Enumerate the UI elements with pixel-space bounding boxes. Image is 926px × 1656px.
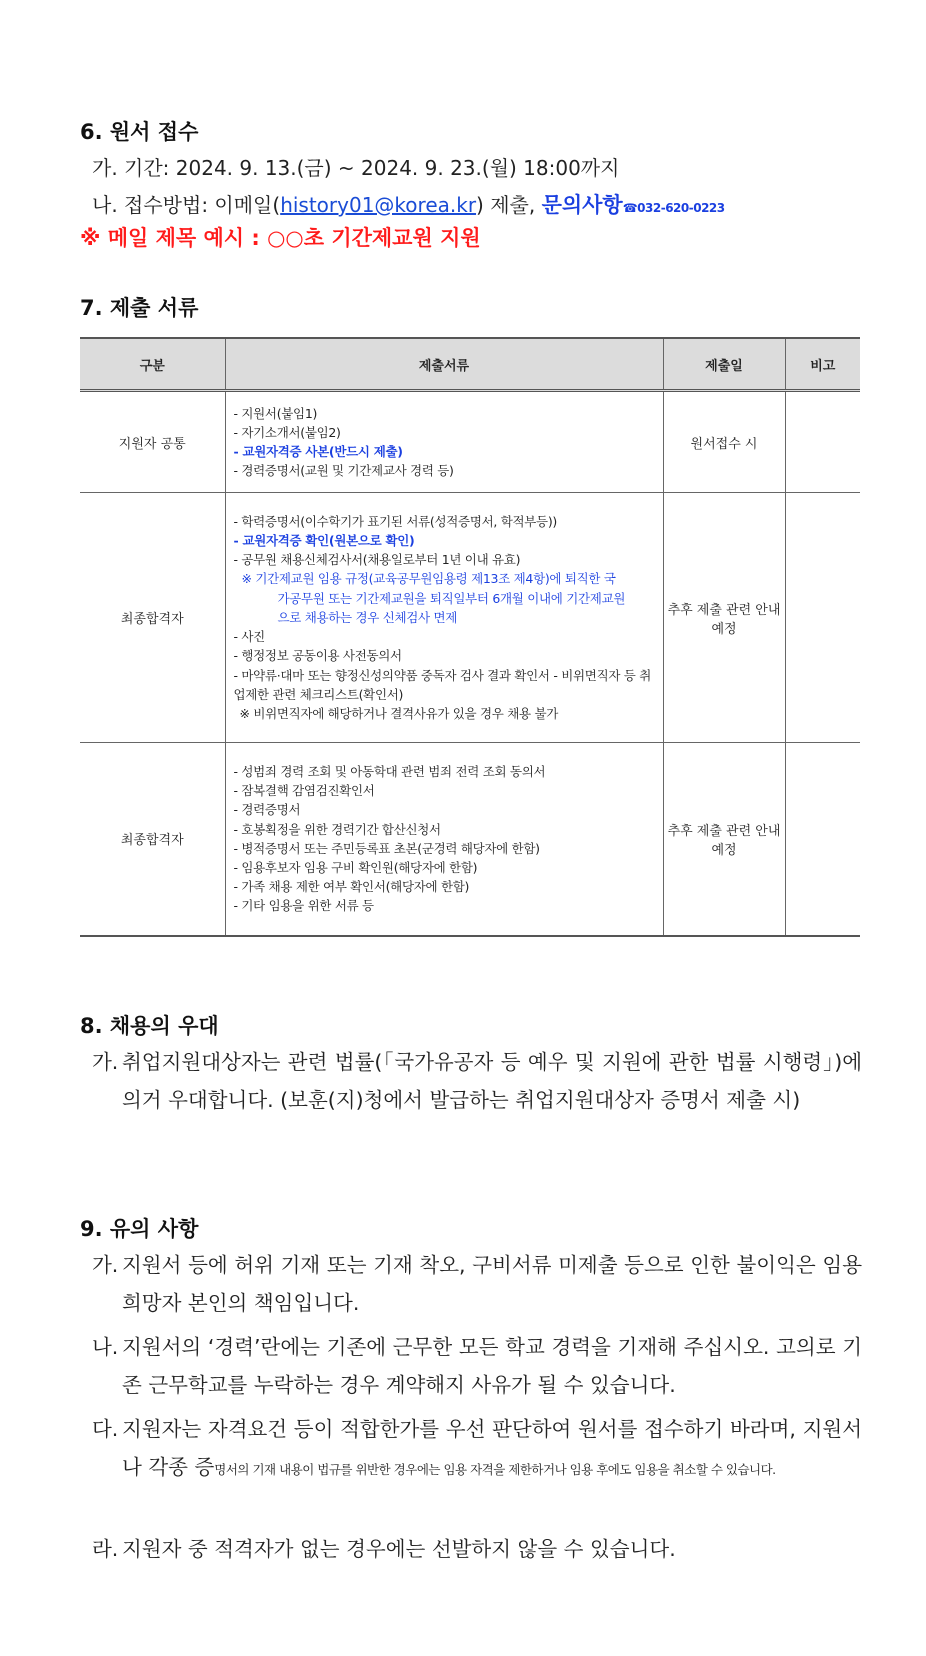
section-8-heading: 8. 채용의 우대	[80, 1014, 219, 1038]
item-label: 가.	[92, 1050, 119, 1074]
row-date: 추후 제출 관련 안내 예정	[663, 743, 785, 936]
col-category: 구분	[80, 338, 225, 391]
row-docs	[225, 493, 663, 743]
doc-item: - 경력증명서	[233, 802, 301, 818]
row-category: 최종합격자	[80, 743, 225, 936]
row-date: 원서접수 시	[663, 391, 785, 493]
section-6-heading: 6. 원서 접수	[80, 120, 199, 144]
application-method	[92, 189, 725, 219]
method-suffix: ) 제출,	[476, 193, 542, 217]
doc-item: - 임용후보자 임용 구비 확인원(해당자에 한함)	[233, 859, 478, 875]
doc-item: - 마약류·대마 또는 향정신성의약품 중독자 검사 결과 확인서 - 비위면직자 등 취업제한 관련 체크리스트(확인서)	[233, 667, 652, 702]
item-text: 지원서 등에 허위 기재 또는 기재 착오, 구비서류 미제출 등으로 인한 불이익은 임용 희망자 본인의 책임입니다.	[122, 1253, 862, 1315]
row-category: 최종합격자	[80, 493, 225, 743]
doc-item: - 교원자격증 사본(반드시 제출)	[233, 444, 403, 459]
item-text-small: 명서의 기재 내용이 법규를 위반한 경우에는 임용 자격을 제한하거나 임용 후에도 임용을 취소할 수 있습니다.	[214, 1462, 776, 1477]
list-item	[92, 1410, 862, 1489]
row-category: 지원자 공통	[80, 391, 225, 493]
row-remark	[785, 743, 860, 936]
documents-table	[80, 337, 860, 937]
doc-item: - 잠복결핵 감염검진확인서	[233, 783, 375, 799]
list-item	[92, 1043, 862, 1119]
method-prefix: 나. 접수방법: 이메일(	[92, 193, 281, 217]
item-text-wrap	[122, 1410, 862, 1489]
doc-item: - 병적증명서 또는 주민등록표 초본(군경력 해당자에 한함)	[233, 840, 540, 856]
row-remark	[785, 493, 860, 743]
email-link[interactable]: history01@korea.kr	[280, 193, 477, 217]
col-documents: 제출서류	[225, 338, 663, 391]
email-subject-note: ※ 메일 제목 예시 : ○○초 기간제교원 지원	[80, 226, 481, 250]
row-remark	[785, 391, 860, 493]
row-docs	[225, 391, 663, 493]
phone-number: ☎032-620-0223	[622, 201, 725, 215]
item-text: 취업지원대상자는 관련 법률(「국가유공자 등 예우 및 지원에 관한 법률 시행령」)에 의거 우대합니다. (보훈(지)청에서 발급하는 취업지원대상자 증명서 제출 시)	[122, 1050, 862, 1112]
doc-item: - 자기소개서(붙임2)	[233, 424, 341, 440]
section-9-heading: 9. 유의 사항	[80, 1217, 199, 1241]
doc-item: - 가족 채용 제한 여부 확인서(해당자에 한함)	[233, 879, 470, 895]
doc-item: - 행정정보 공동이용 사전동의서	[233, 648, 402, 664]
table-row	[80, 493, 860, 743]
doc-item: - 학력증명서(이수학기가 표기된 서류(성적증명서, 학적부등))	[233, 513, 557, 529]
application-period: 가. 기간: 2024. 9. 13.(금) ~ 2024. 9. 23.(월) 18:00까지	[92, 156, 620, 180]
list-item	[92, 1530, 862, 1568]
doc-note: ※ 기간제교원 임용 규정(교육공무원임용령 제13조 제4항)에 퇴직한 국	[241, 571, 616, 587]
col-remark: 비고	[785, 338, 860, 391]
table-row	[80, 743, 860, 936]
row-date: 추후 제출 관련 안내 예정	[663, 493, 785, 743]
doc-item: - 기타 임용을 위한 서류 등	[233, 898, 374, 914]
item-label: 다.	[92, 1417, 119, 1441]
doc-item: - 교원자격증 확인(원본으로 확인)	[233, 533, 415, 549]
list-item	[92, 1246, 862, 1322]
doc-item: - 사진	[233, 629, 265, 645]
item-label: 라.	[92, 1537, 119, 1561]
doc-item: - 공무원 채용신체검사서(채용일로부터 1년 이내 유효)	[233, 552, 521, 568]
section-7-heading: 7. 제출 서류	[80, 296, 199, 320]
row-docs	[225, 743, 663, 936]
col-date: 제출일	[663, 338, 785, 391]
doc-note: 가공무원 또는 기간제교원을 퇴직일부터 6개월 이내에 기간제교원	[277, 590, 626, 606]
doc-item: - 성범죄 경력 조회 및 아동학대 관련 범죄 전력 조회 동의서	[233, 763, 546, 779]
inquiry-label: 문의사항	[541, 193, 623, 217]
doc-note: 으로 채용하는 경우 신체검사 면제	[277, 609, 458, 625]
table-header-row	[80, 338, 860, 391]
doc-item: - 호봉획정을 위한 경력기간 합산신청서	[233, 821, 441, 837]
table-row	[80, 391, 860, 493]
doc-item: - 경력증명서(교원 및 기간제교사 경력 등)	[233, 463, 454, 479]
item-text: 지원서의 ‘경력’란에는 기존에 근무한 모든 학교 경력을 기재해 주십시오. 고의로 기존 근무학교를 누락하는 경우 계약해지 사유가 될 수 있습니다.	[122, 1335, 862, 1397]
item-text: 지원자는 자격요건 등이 적합한가를 우선 판단하여 원서를 접수하기 바라며, 지원서나 각종 증	[122, 1417, 862, 1479]
list-item	[92, 1328, 862, 1404]
item-label: 가.	[92, 1253, 119, 1277]
item-text: 지원자 중 적격자가 없는 경우에는 선발하지 않을 수 있습니다.	[122, 1537, 676, 1561]
doc-item: - 지원서(붙임1)	[233, 405, 318, 421]
doc-note: ※ 비위면직자에 해당하거나 결격사유가 있을 경우 채용 불가	[239, 705, 558, 721]
item-label: 나.	[92, 1335, 119, 1359]
